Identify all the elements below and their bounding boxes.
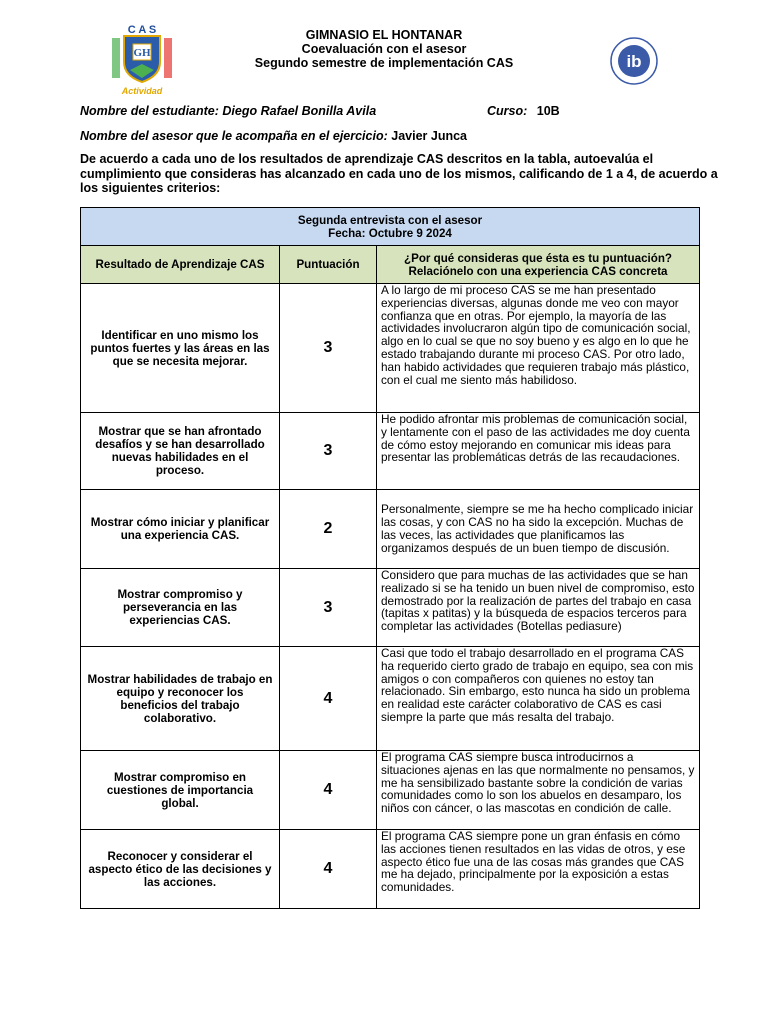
outcome-cell: Identificar en uno mismo los puntos fuertes y las áreas en las que se necesita mejorar. [81, 284, 280, 413]
score-cell: 4 [280, 830, 377, 909]
outcome-cell: Mostrar cómo iniciar y planificar una experiencia CAS. [81, 490, 280, 569]
reason-cell: A lo largo de mi proceso CAS se me han presentado experiencias diversas, algunas donde me veo con mayor confianza que en otras. Por ejemplo, la mayoría de las actividades involucraron algún tipo de comunicación social, algo en lo cual se que no soy bueno y es algo en lo que he estado trabajando durante mi proceso CAS. Por otro lado, han habido actividades que requieren trabajo más plástico, con el cual me siento más habilidoso. [377, 284, 700, 413]
school-name: GIMNASIO EL HONTANAR [305, 28, 463, 42]
advisor-line [80, 129, 467, 143]
score-cell: 4 [280, 751, 377, 830]
table-row [81, 751, 700, 830]
student-line [80, 104, 376, 118]
reason-cell: Considero que para muchas de las actividades que se han realizado si se ha tenido un buen nivel de compromiso, esto demostrado por la realización de partes del trabajo en casa (tapitas x patitas) y la búsqueda de espacios terceros para completar las actividades (Botellas pediasure) [377, 569, 700, 647]
table-title-cell [81, 208, 700, 246]
course-label: Curso: [487, 104, 528, 118]
student-name: Diego Rafael Bonilla Avila [222, 104, 377, 118]
advisor-name: Javier Junca [391, 129, 467, 143]
table-header-row [81, 246, 700, 284]
table-row [81, 490, 700, 569]
table-title: Segunda entrevista con el asesor [297, 213, 483, 227]
header-score: Puntuación [280, 246, 377, 284]
instructions-paragraph: De acuerdo a cada uno de los resultados de aprendizaje CAS descritos en la tabla, autoevalúa el cumplimiento que consideras has alcanzado en cada uno de los mismos, calificando de 1 a 4, de acuerdo a los siguientes criterios: [80, 152, 718, 195]
score-cell: 3 [280, 569, 377, 647]
table-date: Fecha: Octubre 9 2024 [328, 226, 452, 240]
table-row [81, 830, 700, 909]
svg-text:C A S: C A S [127, 24, 157, 36]
student-label: Nombre del estudiante: [80, 104, 219, 118]
outcome-cell: Reconocer y considerar el aspecto ético de las decisiones y las acciones. [81, 830, 280, 909]
reason-cell: He podido afrontar mis problemas de comunicación social, y lentamente con el paso de las actividades me doy cuenta de cómo estoy mejorando en comunicar mis ideas para presentar las problemáticas detrás de las recaudaciones. [377, 413, 700, 490]
document-subtitle: Coevaluación con el asesor [301, 42, 467, 56]
svg-text:GH: GH [133, 47, 151, 59]
table-title-row [81, 208, 700, 246]
reason-cell: Personalmente, siempre se me ha hecho complicado iniciar las cosas, y con CAS no ha sido la excepción. Muchas de las veces, las actividades que planificamos las organizamos después de un buen tiempo de discusión. [377, 490, 700, 569]
table-row [81, 647, 700, 751]
reason-cell: Casi que todo el trabajo desarrollado en el programa CAS ha requerido cierto grado de trabajo en equipo, sea con mis amigos o con compañeros con quienes no estoy tan relacionado. Sin embargo, esto nunca ha sido un problema en realidad este carácter colaborativo de CAS es casi siempre la parte que más resalta del trabajo. [377, 647, 700, 751]
outcome-cell: Mostrar compromiso en cuestiones de importancia global. [81, 751, 280, 830]
outcome-cell: Mostrar habilidades de trabajo en equipo y reconocer los beneficios del trabajo colaborativo. [81, 647, 280, 751]
document-subtitle-2: Segundo semestre de implementación CAS [254, 56, 514, 70]
score-cell: 4 [280, 647, 377, 751]
score-cell: 3 [280, 284, 377, 413]
course-line [487, 104, 560, 118]
score-cell: 2 [280, 490, 377, 569]
header-reason: ¿Por qué consideras que ésta es tu puntuación? Relaciónelo con una experiencia CAS concreta [377, 246, 700, 284]
document-header [0, 28, 768, 70]
table-row [81, 413, 700, 490]
outcome-cell: Mostrar compromiso y perseverancia en las experiencias CAS. [81, 569, 280, 647]
svg-text:ib: ib [626, 52, 642, 71]
header-outcome: Resultado de Aprendizaje CAS [81, 246, 280, 284]
evaluation-table [80, 207, 700, 909]
outcome-cell: Mostrar que se han afrontado desafíos y se han desarrollado nuevas habilidades en el proceso. [81, 413, 280, 490]
svg-text:Actividad: Actividad [121, 86, 163, 96]
table-row [81, 569, 700, 647]
reason-cell: El programa CAS siempre pone un gran énfasis en cómo las acciones tienen resultados en las vidas de otros, y ese aspecto ético fue una de las cosas más grandes que CAS me ha dejado, principalmente por la exposición a estas comunidades. [377, 830, 700, 909]
reason-cell: El programa CAS siempre busca introducirnos a situaciones ajenas en las que normalmente no pensamos, y me ha sensibilizado bastante sobre la condición de varias comunidades como lo son los abuelos en desamparo, los niños con cáncer, o las mascotas en condición de calle. [377, 751, 700, 830]
score-cell: 3 [280, 413, 377, 490]
advisor-label: Nombre del asesor que le acompaña en el ejercicio: [80, 129, 388, 143]
table-row [81, 284, 700, 413]
course-value: 10B [536, 104, 560, 118]
